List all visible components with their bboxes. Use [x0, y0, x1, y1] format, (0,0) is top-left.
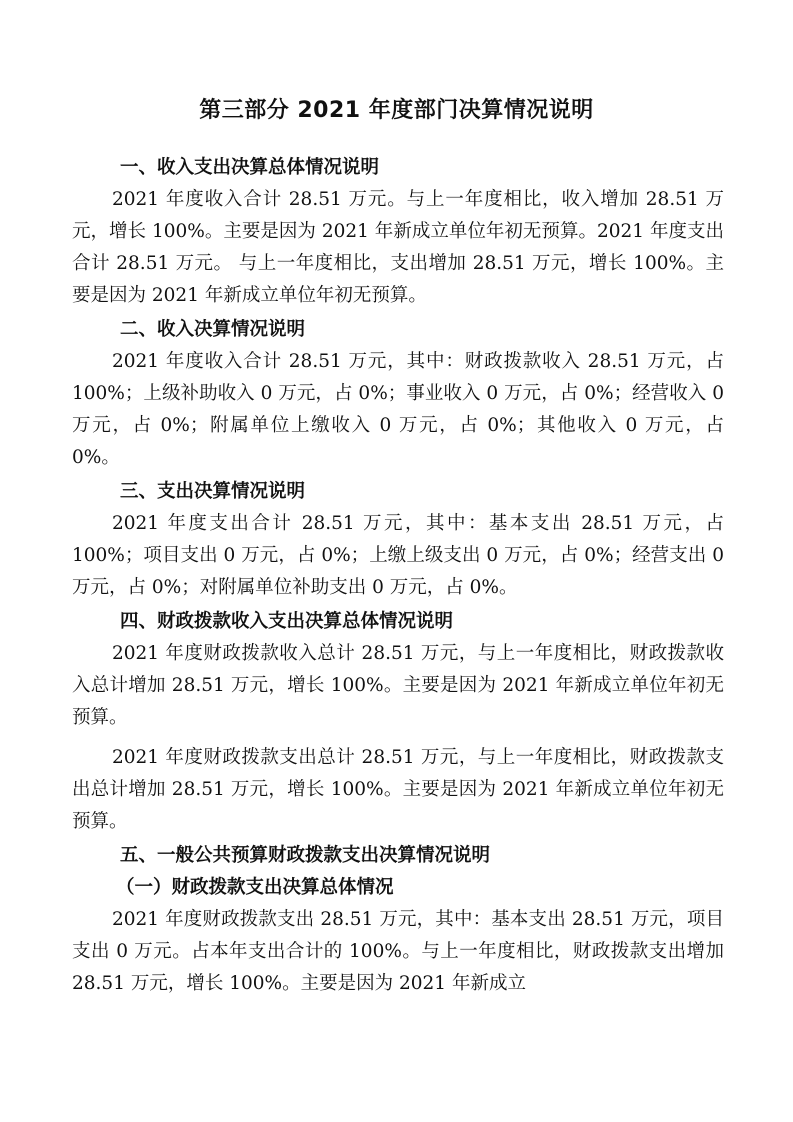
paragraph: 2021 年度支出合计 28.51 万元，其中：基本支出 28.51 万元，占 100%；项目支出 0 万元，占 0%；上缴上级支出 0 万元，占 0%；经营支出 0 万元，占 0%；对附属单位补助支出 0 万元，占 0%。 — [72, 513, 724, 598]
paragraph: 2021 年度财政拨款支出 28.51 万元，其中：基本支出 28.51 万元，项目支出 0 万元。占本年支出合计的 100%。与上一年度相比，财政拨款支出增加 28.51 万元，增长 100%。主要是因为 2021 年新成立 — [72, 909, 724, 994]
paragraph: 2021 年度收入合计 28.51 万元，其中：财政拨款收入 28.51 万元，占 100%；上级补助收入 0 万元，占 0%；事业收入 0 万元，占 0%；经营收入 0 万元，占 0%；附属单位上缴收入 0 万元，占 0%；其他收入 0 万元，占 0%。 — [72, 351, 724, 468]
section-general-public-budget — [72, 840, 724, 1000]
section-overall — [72, 152, 724, 312]
section-subheading: （一）财政拨款支出决算总体情况 — [116, 877, 394, 898]
section-heading: 二、收入决算情况说明 — [120, 319, 306, 340]
paragraph: 2021 年度财政拨款支出总计 28.51 万元，与上一年度相比，财政拨款支出总计增加 28.51 万元，增长 100%。主要是因为 2021 年新成立单位年初无预算。 — [72, 747, 724, 832]
section-expenditure — [72, 476, 724, 604]
section-income — [72, 314, 724, 474]
section-heading: 五、一般公共预算财政拨款支出决算情况说明 — [120, 845, 491, 866]
document-title: 第三部分 2021 年度部门决算情况说明 — [199, 98, 594, 123]
document-body — [72, 150, 724, 1000]
section-fiscal-appropriation — [72, 606, 724, 838]
paragraph: 2021 年度收入合计 28.51 万元。与上一年度相比，收入增加 28.51 万元，增长 100%。主要是因为 2021 年新成立单位年初无预算。2021 年度支出合计 28.51 万元。 与上一年度相比，支出增加 28.51 万元，增长 100%。主要是因为 2021 年新成立单位年初无预算。 — [72, 189, 724, 306]
section-heading: 四、财政拨款收入支出决算总体情况说明 — [120, 611, 454, 632]
section-heading: 一、收入支出决算总体情况说明 — [120, 157, 380, 178]
paragraph: 2021 年度财政拨款收入总计 28.51 万元，与上一年度相比，财政拨款收入总计增加 28.51 万元，增长 100%。主要是因为 2021 年新成立单位年初无预算。 — [72, 643, 724, 728]
section-heading: 三、支出决算情况说明 — [120, 481, 306, 502]
